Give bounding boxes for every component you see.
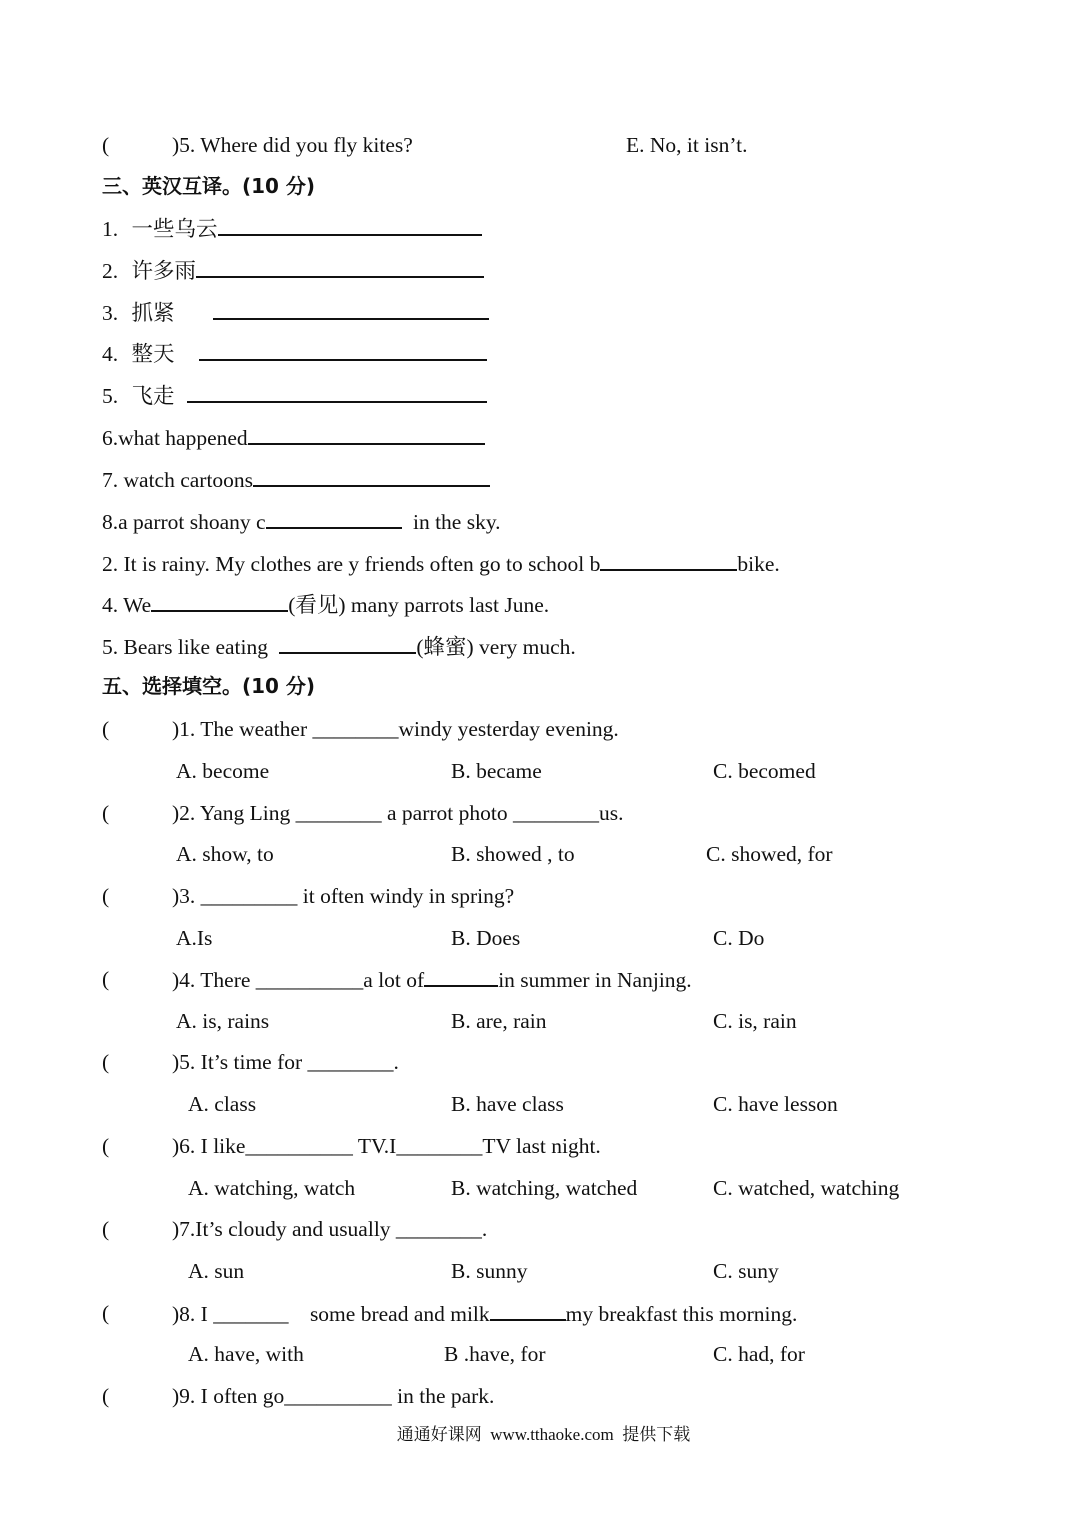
option-c[interactable]: C. have lesson xyxy=(713,1092,838,1116)
line-text: in the sky. xyxy=(407,510,501,534)
answer-paren[interactable]: ( xyxy=(102,1134,110,1158)
answer-blank[interactable] xyxy=(600,549,737,571)
answer-blank[interactable] xyxy=(253,465,490,487)
item-text: 飞走 xyxy=(131,384,175,408)
translation-item-7 xyxy=(102,465,490,494)
option-a[interactable]: A. show, to xyxy=(176,842,274,866)
question-text: )4. There __________a lot of xyxy=(172,968,425,992)
answer-blank[interactable] xyxy=(187,381,487,403)
fill-line-2 xyxy=(102,549,780,578)
line-text: (蜂蜜) very much. xyxy=(416,635,576,659)
answer-blank[interactable] xyxy=(424,965,498,987)
answer-paren[interactable]: ( xyxy=(102,1301,110,1325)
answer-blank[interactable] xyxy=(279,632,416,654)
answer-paren[interactable]: ( xyxy=(102,967,110,991)
question-text: )5. It’s time for ________. xyxy=(172,1050,399,1074)
option-b[interactable]: B. became xyxy=(451,759,542,783)
line-text: 8.a parrot shoany c xyxy=(102,510,266,534)
translation-item-3 xyxy=(102,298,489,327)
item-number: 3. xyxy=(102,301,119,325)
question-text: )6. I like__________ TV.I________TV last night. xyxy=(172,1134,601,1158)
option-a[interactable]: A. class xyxy=(188,1092,257,1116)
answer-blank[interactable] xyxy=(196,256,484,278)
option-b[interactable]: B. watching, watched xyxy=(451,1176,638,1200)
translation-item-1 xyxy=(102,214,482,243)
option-a[interactable]: A. have, with xyxy=(188,1342,304,1366)
answer-paren[interactable]: ( xyxy=(102,801,110,825)
question-text: my breakfast this morning. xyxy=(565,1302,798,1326)
option-c[interactable]: C. showed, for xyxy=(706,842,833,866)
translation-item-5 xyxy=(102,381,487,410)
question-text: )2. Yang Ling ________ a parrot photo ________us. xyxy=(172,801,624,825)
item-text: 7. watch cartoons xyxy=(102,468,254,492)
answer-paren[interactable]: ( xyxy=(102,1050,110,1074)
option-a[interactable]: A. watching, watch xyxy=(188,1176,356,1200)
section-3-heading: 三、英汉互译。(10 分) xyxy=(102,174,316,198)
fill-line-8 xyxy=(102,507,501,536)
option-b[interactable]: B. have class xyxy=(451,1092,564,1116)
line-text: bike. xyxy=(737,552,780,576)
question-text: )7.It’s cloudy and usually ________. xyxy=(172,1217,488,1241)
option-b[interactable]: B. are, rain xyxy=(451,1009,547,1033)
line-text: (看见) many parrots last June. xyxy=(288,593,550,617)
translation-item-2 xyxy=(102,256,484,285)
item-text: 6.what happened xyxy=(102,426,248,450)
line-text: 2. It is rainy. My clothes are y friends often go to school b xyxy=(102,552,601,576)
option-a[interactable]: A. is, rains xyxy=(176,1009,270,1033)
question-text: )3. _________ it often windy in spring? xyxy=(172,884,515,908)
option-a[interactable]: A. become xyxy=(176,759,270,783)
translation-item-4 xyxy=(102,339,487,368)
line-text: 4. We xyxy=(102,593,152,617)
question-text: )8. I _______ some bread and milk xyxy=(172,1302,490,1326)
answer-paren[interactable]: ( xyxy=(102,884,110,908)
item-text: 整天 xyxy=(131,342,175,366)
answer-blank[interactable] xyxy=(266,507,402,529)
answer-blank[interactable] xyxy=(199,339,487,361)
answer-blank[interactable] xyxy=(218,214,482,236)
section-5-heading: 五、选择填空。(10 分) xyxy=(102,674,316,698)
option-c[interactable]: C. watched, watching xyxy=(713,1176,900,1200)
option-c[interactable]: C. suny xyxy=(713,1259,779,1283)
question-text: )5. Where did you fly kites? xyxy=(172,133,413,157)
answer-paren: ( xyxy=(102,133,110,157)
item-number: 1. xyxy=(102,217,119,241)
option-a[interactable]: A.Is xyxy=(176,926,213,950)
question-text: )1. The weather ________windy yesterday evening. xyxy=(172,717,619,741)
translation-item-6 xyxy=(102,423,485,452)
option-c[interactable]: C. had, for xyxy=(713,1342,805,1366)
item-number: 5. xyxy=(102,384,119,408)
answer-paren[interactable]: ( xyxy=(102,717,110,741)
answer-blank[interactable] xyxy=(248,423,485,445)
answer-paren[interactable]: ( xyxy=(102,1217,110,1241)
fill-line-4 xyxy=(102,590,549,619)
item-number: 4. xyxy=(102,342,119,366)
answer-blank[interactable] xyxy=(490,1299,566,1321)
line-text: 5. Bears like eating xyxy=(102,635,274,659)
option-a[interactable]: A. sun xyxy=(188,1259,245,1283)
question-text: )9. I often go__________ in the park. xyxy=(172,1384,495,1408)
option-c[interactable]: C. becomed xyxy=(713,759,816,783)
item-text: 抓紧 xyxy=(131,301,175,325)
option-b[interactable]: B. showed , to xyxy=(451,842,575,866)
item-text: 许多雨 xyxy=(131,259,197,283)
option-c[interactable]: C. is, rain xyxy=(713,1009,797,1033)
answer-blank[interactable] xyxy=(151,590,288,612)
match-answer: E. No, it isn’t. xyxy=(626,133,748,157)
option-b[interactable]: B. Does xyxy=(451,926,521,950)
item-text: 一些乌云 xyxy=(131,217,218,241)
answer-paren[interactable]: ( xyxy=(102,1384,110,1408)
answer-blank[interactable] xyxy=(213,298,489,320)
fill-line-5 xyxy=(102,632,576,661)
option-c[interactable]: C. Do xyxy=(713,926,765,950)
option-b[interactable]: B .have, for xyxy=(444,1342,546,1366)
item-number: 2. xyxy=(102,259,119,283)
page-footer: 通通好课网 www.tthaoke.com 提供下载 xyxy=(396,1425,691,1444)
option-b[interactable]: B. sunny xyxy=(451,1259,528,1283)
question-text: in summer in Nanjing. xyxy=(498,968,692,992)
